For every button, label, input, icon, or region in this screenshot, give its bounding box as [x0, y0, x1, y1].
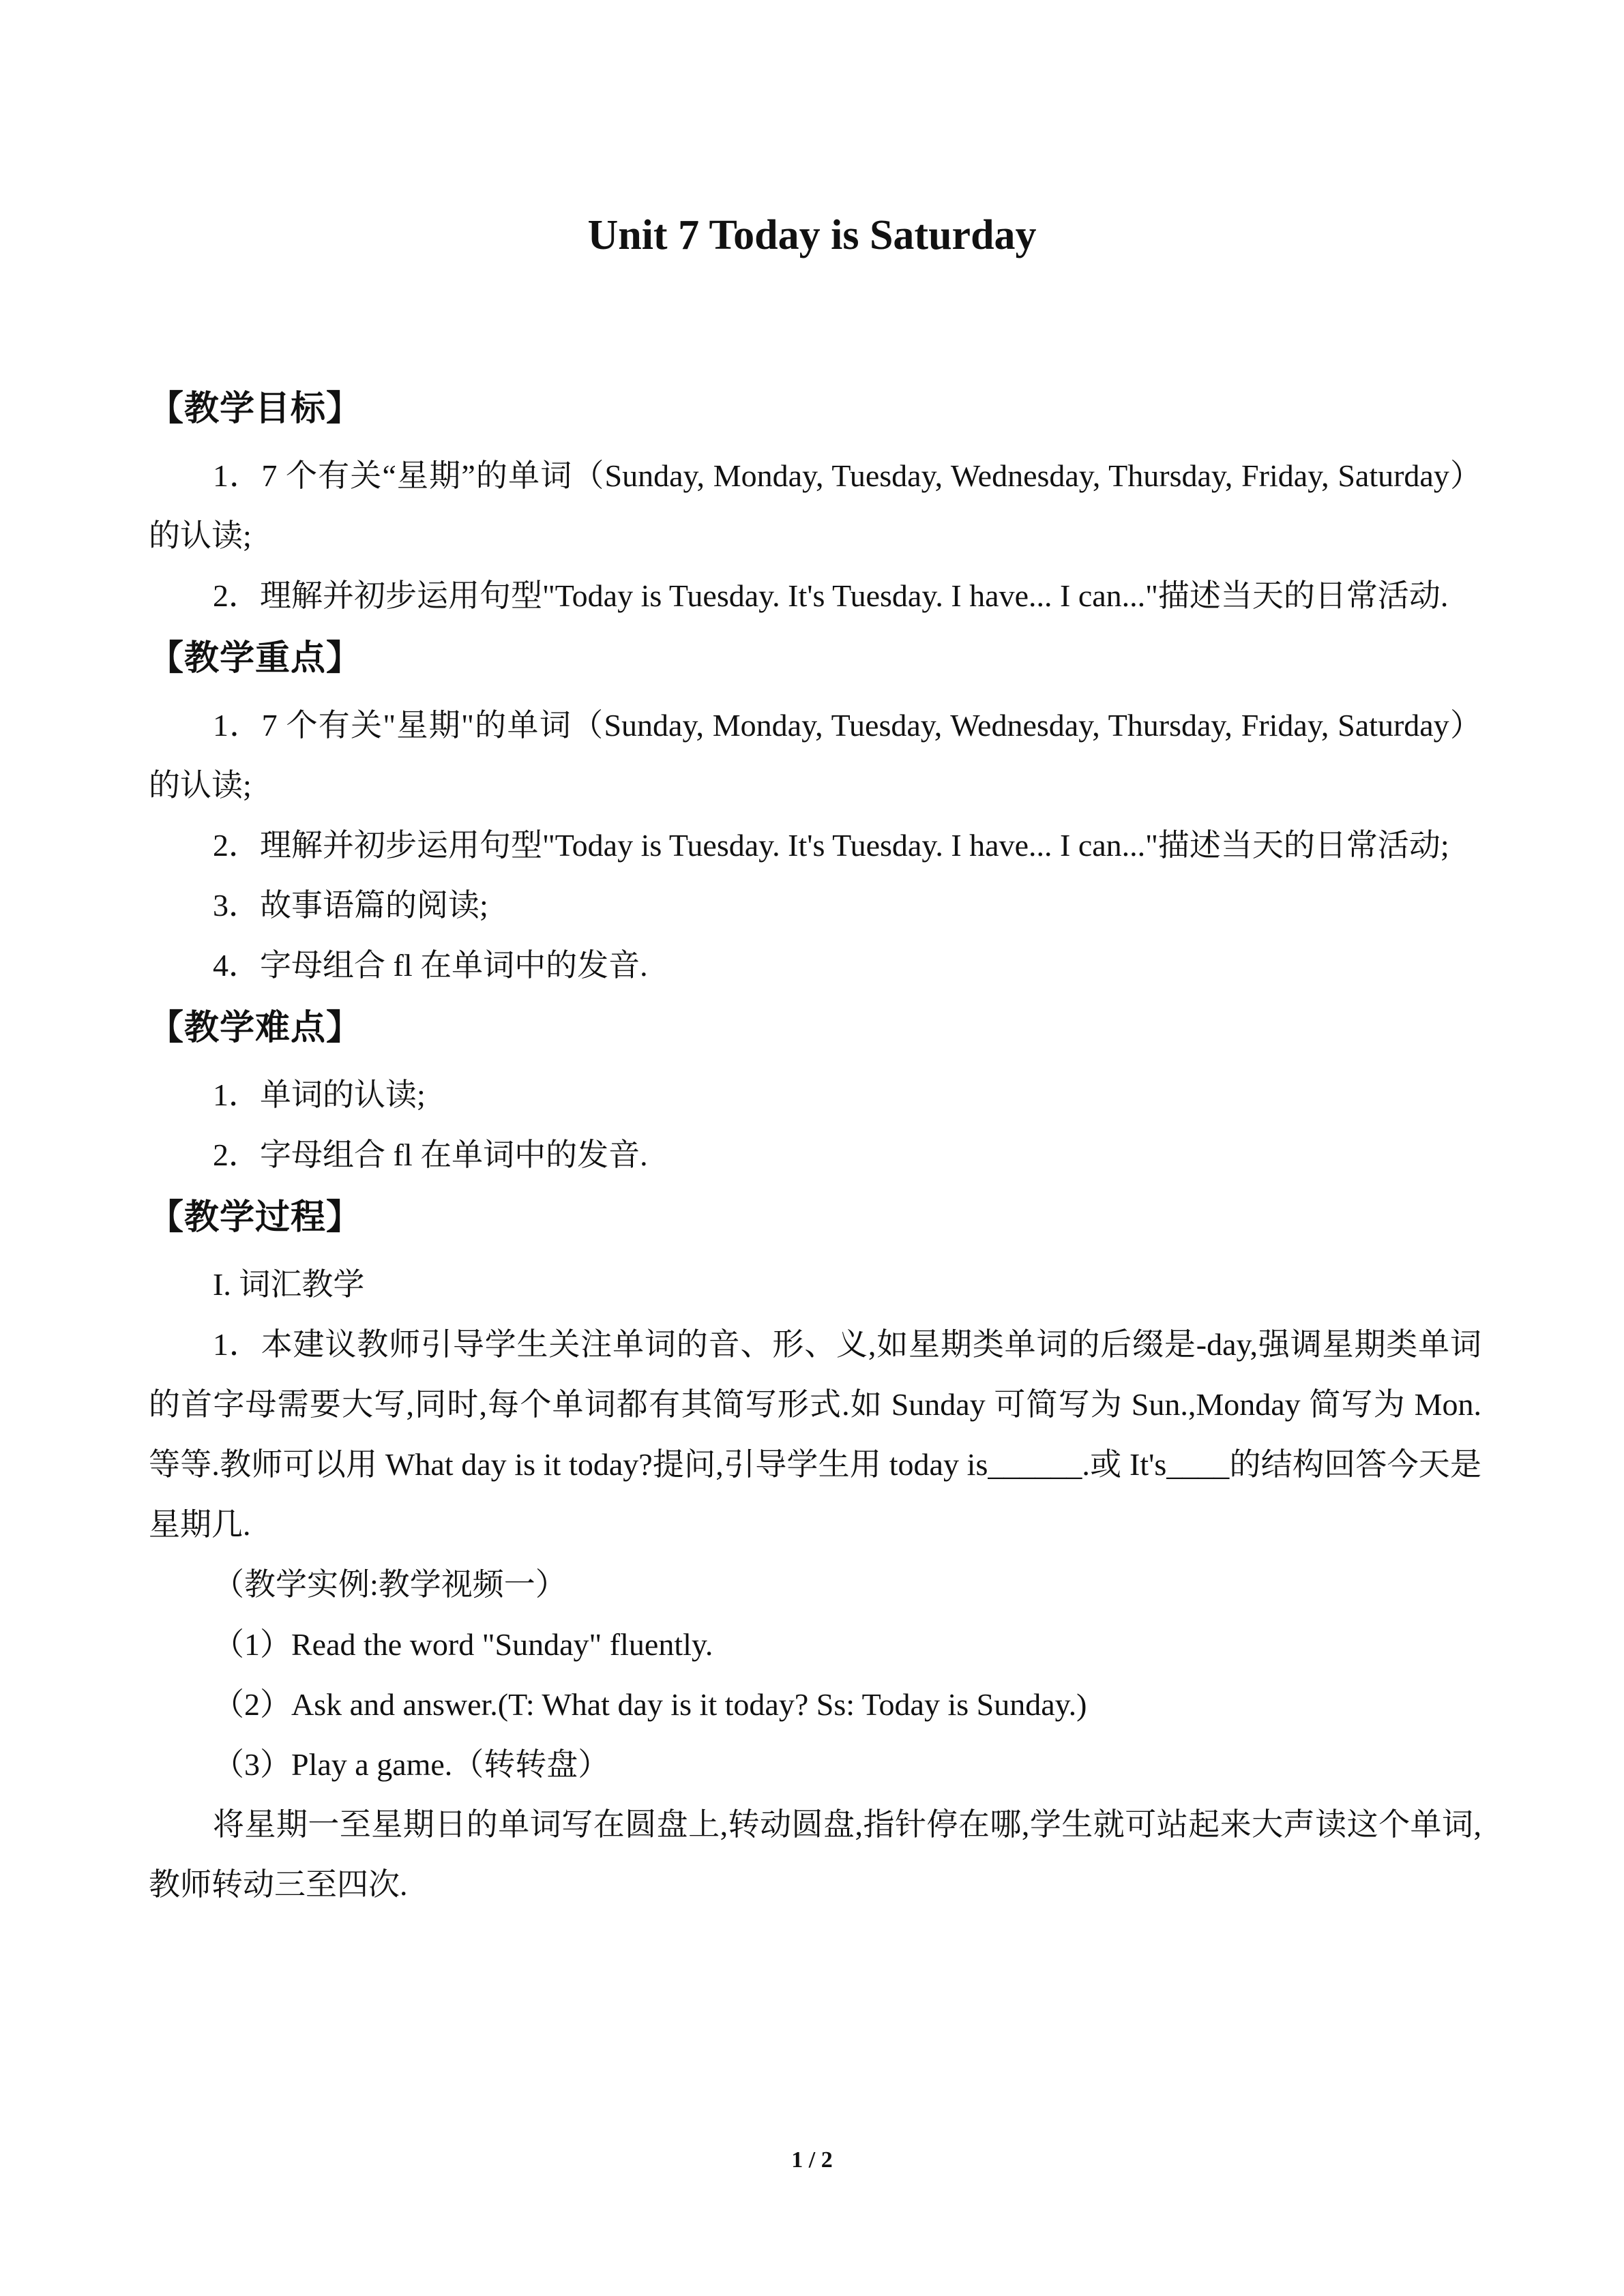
page-number: 1 / 2 [791, 2147, 833, 2173]
paragraph: 2．字母组合 fl 在单词中的发音. [213, 1137, 648, 1172]
paragraph: 2．理解并初步运用句型"Today is Tuesday. It's Tuesday. I have... I can..."描述当天的日常活动; [213, 828, 1449, 863]
paragraph: （1）Read the word "Sunday" fluently. [213, 1627, 713, 1662]
paragraph: 1．7 个有关“星期”的单词（Sunday, Monday, Tuesday, Wednesday, Thursday, Friday, Saturday）的认读; [149, 458, 1481, 553]
paragraph: 将星期一至星期日的单词写在圆盘上,转动圆盘,指针停在哪,学生就可站起来大声读这个单词,教师转动三至四次. [149, 1807, 1481, 1902]
section-heading: 【教学难点】 [149, 1008, 362, 1048]
paragraph: 4．字母组合 fl 在单词中的发音. [213, 948, 648, 983]
section-teaching-objectives [149, 382, 1481, 626]
paragraph: （3）Play a game.（转转盘） [213, 1747, 610, 1782]
section-teaching-process [149, 1191, 1481, 1915]
paragraph: （教学实例:教学视频一） [213, 1567, 567, 1602]
document-title: Unit 7 Today is Saturday [587, 212, 1037, 258]
paragraph: 1．7 个有关"星期"的单词（Sunday, Monday, Tuesday, Wednesday, Thursday, Friday, Saturday）的认读; [149, 708, 1481, 803]
paragraph: 3．故事语篇的阅读; [213, 888, 488, 923]
paragraph: 1．单词的认读; [213, 1077, 426, 1112]
section-heading: 【教学目标】 [149, 389, 362, 429]
section-heading: 【教学过程】 [149, 1197, 362, 1238]
section-difficult-points [149, 1001, 1481, 1185]
section-heading: 【教学重点】 [149, 638, 362, 679]
paragraph: 2．理解并初步运用句型"Today is Tuesday. It's Tuesday. I have... I can..."描述当天的日常活动. [213, 578, 1449, 613]
document-body [149, 382, 1481, 1915]
paragraph: I. 词汇教学 [213, 1267, 365, 1302]
paragraph: 1．本建议教师引导学生关注单词的音、形、义,如星期类单词的后缀是-day,强调星期类单词的首字母需要大写,同时,每个单词都有其简写形式.如 Sunday 可简写为 Sun.,Monday 简写为 Mon.等等.教师可以用 What day is it today?提问,引导学生用 today is______.或 It's____的结构回答今天是星期几. [149, 1327, 1481, 1542]
section-key-points [149, 631, 1481, 996]
paragraph: （2）Ask and answer.(T: What day is it today? Ss: Today is Sunday.) [213, 1687, 1087, 1722]
